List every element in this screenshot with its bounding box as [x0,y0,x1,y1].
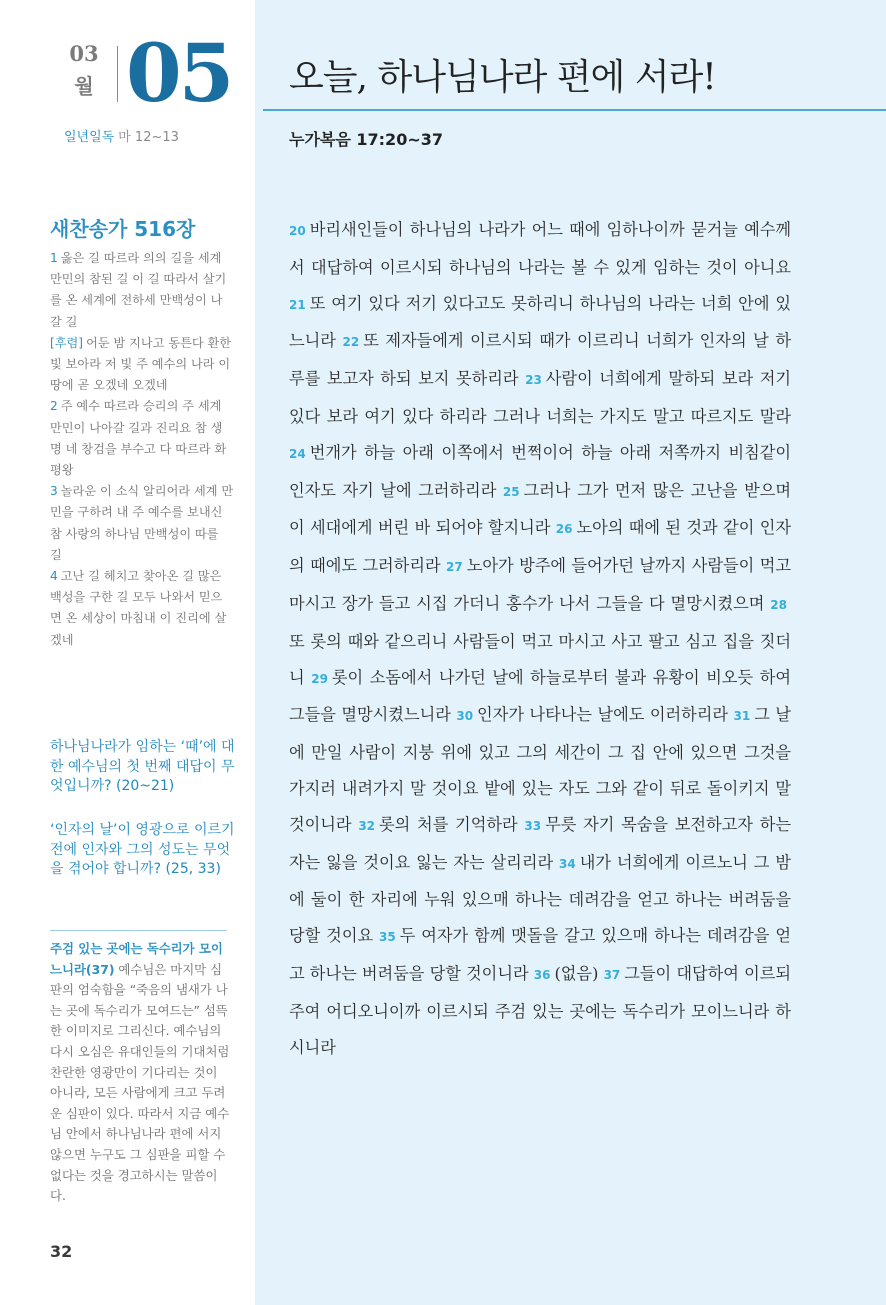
commentary [50,939,232,1207]
verse-text: 인자가 나타나는 날에도 이러하리라 [477,705,729,725]
verse-text: 바리새인들이 하나님의 나라가 어느 때에 임하나이까 묻거늘 예수께서 대답하여 이르시되 하나님의 나라는 볼 수 있게 임하는 것이 아니요 [289,220,791,277]
verse-number: 33 [524,818,542,833]
verse-text: 롯의 처를 기억하라 [379,814,518,834]
reading-plan [64,128,179,148]
hymn-verse [50,396,234,481]
verse-text: 노아의 때에 된 것과 같이 인자의 때에도 그러하리라 [289,518,791,576]
verse-number: 30 [456,709,474,724]
day-number: 05 [126,26,232,120]
verse-text: (없음) [554,963,599,983]
verse-text: 그 날에 만일 사람이 지붕 위에 있고 그의 세간이 그 집 안에 있으면 그것을 가지러 내려가지 말 것이요 밭에 있는 자도 그와 같이 뒤로 돌이키지 말 것이니라 [289,705,791,834]
verse-text: 그들이 대답하여 이르되 주여 어디오니이까 이르시되 주검 있는 곳에는 독수리가 모이느니라 하시니라 [289,963,791,1057]
verse-number: 20 [289,224,306,238]
hymn-verse [50,333,234,397]
verse-text: 또 제자들에게 이르시되 때가 이르리니 너희가 인자의 날 하루를 보고자 하되 보지 못하리라 [289,331,791,389]
verse-number: 34 [559,856,576,871]
verse-text: 그러나 그가 먼저 많은 고난을 받으며 이 세대에게 버린 바 되어야 할지니라 [289,480,791,538]
hymn-verse-number: 2 [50,399,58,414]
verse-number: 23 [525,373,542,388]
verse-text: 사람이 너희에게 말하되 보라 저기 있다 보라 여기 있다 하리라 그러나 너희는 가지도 말고 따르지도 말라 [289,369,791,426]
hymn-verse-number: [후렴] [50,335,84,350]
commentary-highlight: 주검 있는 곳에는 독수리가 모이느니라(37) [50,941,223,977]
hymn-verse-text: 고난 길 헤치고 찾아온 길 많은 백성을 구한 길 모두 나와서 믿으면 온 세상이 마침내 이 진리에 살겠네 [50,569,227,647]
month-label: 월 [74,74,94,98]
hymn-verse-text: 어둔 밤 지나고 동튼다 환한 빛 보아라 저 빛 주 예수의 나라 이 땅에 곧 오겠네 오겠네 [50,335,232,393]
commentary-text: 예수님은 마지막 심판의 엄숙함을 “죽음의 냄새가 나는 곳에 독수리가 모여드는” 섬뜩한 이미지로 그리신다. 예수님의 다시 오심은 유대인들의 기대처럼 찬란한 영광만이 기다리는 것이 아니라, 모든 사람에게 크고 두려운 심판이 있다. 따라서 지금 예수님 안에서 하나님나라 편에 서지 않으면 누구도 그 심판을 피할 수 없다는 것을 경고하시는 말씀이다. [50,961,230,1204]
verse-number: 22 [342,335,360,350]
verse-number: 25 [502,484,520,499]
verse-text: 롯이 소돔에서 나가던 날에 하늘로부터 불과 유황이 비오듯 하여 그들을 멸망시켰느니라 [289,667,791,725]
verse-text: 두 여자가 함께 맷돌을 갈고 있으매 하나는 데려감을 얻고 하나는 버려둠을 당할 것이니라 [289,926,791,983]
hymn-verse [50,248,234,333]
verse-number: 37 [603,967,621,982]
verse-number: 21 [289,297,306,312]
hymn-verse-text: 주 예수 따르라 승리의 주 세계 만민이 나아갈 길과 진리요 참 생명 네 창검을 부수고 다 따르라 화평왕 [50,399,227,478]
verse-number: 27 [446,560,463,575]
hymn-verse-number: 1 [50,251,58,265]
page-number: 32 [50,1242,73,1261]
scripture-reference: 누가복음 17:20~37 [289,130,443,149]
verse-number: 36 [533,967,551,982]
reading-plan-label: 일년일독 [64,130,115,145]
hymn-verse [50,566,234,651]
reading-plan-range: 마 12~13 [118,130,179,145]
verse-text: 무릇 자기 목숨을 보전하고자 하는 자는 잃을 것이요 잃는 자는 살리리라 [289,814,791,872]
hymn-verse-number: 4 [50,569,58,584]
commentary-divider [50,930,227,931]
month-number: 03 [69,41,99,66]
hymn-title: 새찬송가 516장 [50,217,196,241]
verse-text: 내가 너희에게 이르노니 그 밤에 둘이 한 자리에 누워 있으매 하나는 데려감을 얻고 하나는 버려둠을 당할 것이요 [289,852,791,946]
verse-number: 31 [733,709,751,724]
verse-text: 번개가 하늘 아래 이쪽에서 번쩍이어 하늘 아래 저쪽까지 비침같이 인자도 자기 날에 그러하리라 [289,442,791,500]
hymn-verse-text: 옳은 길 따르라 의의 길을 세계 만민의 참된 길 이 길 따라서 살기를 온 세계에 전하세 만백성이 나갈 길 [50,251,227,329]
verse-number: 32 [358,818,376,833]
study-question-2: ‘인자의 날’이 영광으로 이르기 전에 인자와 그의 성도는 무엇을 겪어야 합니까? (25, 33) [50,822,235,878]
hymn-lyrics [50,248,234,651]
study-question-1: 하나님나라가 임하는 ‘때’에 대한 예수님의 첫 번째 대답이 무엇입니까? (20~21) [50,739,235,795]
title-underline [263,109,886,111]
verse-number: 28 [770,597,787,612]
verse-text: 또 롯의 때와 같으리니 사람들이 먹고 마시고 사고 팔고 심고 집을 짓더니 [289,631,791,687]
hymn-verse [50,481,234,566]
page-title: 오늘, 하나님나라 편에 서라! [289,57,716,98]
verse-number: 26 [555,522,573,537]
verse-number: 24 [289,446,306,461]
verse-number: 35 [379,930,396,945]
hymn-verse-number: 3 [50,484,58,499]
date-divider [117,46,118,102]
verse-number: 29 [311,671,328,686]
scripture-text [289,212,791,1065]
hymn-verse-text: 놀라운 이 소식 알리어라 세계 만민을 구하려 내 주 예수를 보내신 참 사랑의 하나님 만백성이 따를 길 [50,484,234,562]
verse-text: 노아가 방주에 들어가던 날까지 사람들이 먹고 마시고 장가 들고 시집 가더니 홍수가 나서 그들을 다 멸망시켰으며 [289,556,791,613]
verse-text: 또 여기 있다 저기 있다고도 못하리니 하나님의 나라는 너희 안에 있느니라 [289,293,791,351]
